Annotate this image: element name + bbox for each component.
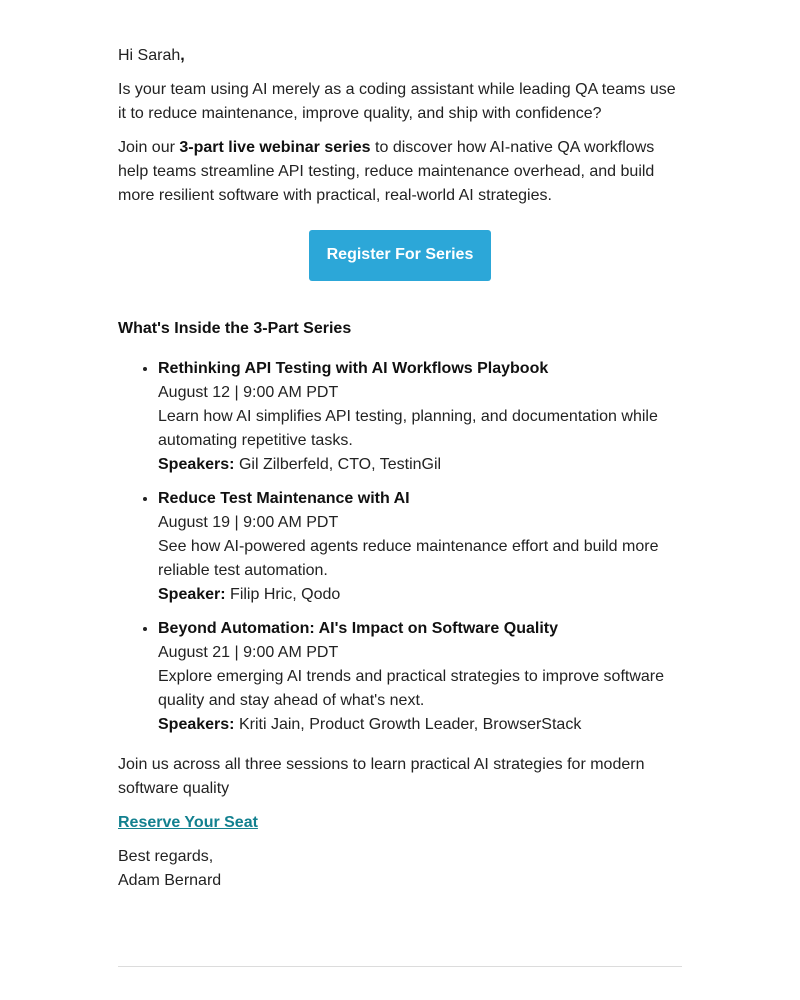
session-title: • Beyond Automation: AI's Impact on Software Quality: [158, 620, 558, 637]
speakers-value: Kriti Jain, Product Growth Leader, BrowserStack: [234, 716, 582, 733]
reserve-paragraph: [118, 811, 682, 835]
signoff-regards: Best regards,: [118, 848, 214, 865]
email-body: [118, 44, 682, 903]
closing-paragraph: Join us across all three sessions to learn practical AI strategies for modern software quality: [118, 756, 645, 797]
reserve-seat-link[interactable]: Reserve Your Seat: [118, 814, 258, 831]
speakers-label: Speakers:: [158, 716, 235, 733]
session-speakers: [158, 453, 682, 477]
list-item: [158, 487, 682, 607]
join-paragraph: [118, 136, 682, 208]
session-datetime: August 12 | 9:00 AM PDT: [158, 384, 339, 401]
session-title: • Reduce Test Maintenance with AI: [158, 490, 410, 507]
cta-container: [118, 230, 682, 281]
speakers-value: Filip Hric, Qodo: [225, 586, 341, 603]
section-title: What's Inside the 3-Part Series: [118, 320, 352, 337]
session-description: Explore emerging AI trends and practical strategies to improve software quality and stay ahead of what's next.: [158, 668, 665, 709]
greeting-text: Hi Sarah: [118, 47, 181, 64]
join-text-before: Join our: [118, 139, 180, 156]
session-datetime: August 21 | 9:00 AM PDT: [158, 644, 339, 661]
list-item: [158, 357, 682, 477]
session-datetime: August 19 | 9:00 AM PDT: [158, 514, 339, 531]
greeting-punct: ,: [180, 47, 185, 64]
list-item: [158, 617, 682, 737]
speakers-label: Speakers:: [158, 456, 235, 473]
signoff: [118, 845, 682, 893]
speakers-value: Gil Zilberfeld, CTO, TestinGil: [234, 456, 442, 473]
greeting: [118, 44, 682, 68]
speakers-label: Speaker:: [158, 586, 226, 603]
join-text-after: to discover how AI-native QA workflows help teams streamline API testing, reduce maintenance overhead, and build more resilient software with practical, real-world AI strategies.: [118, 139, 655, 204]
signoff-name: Adam Bernard: [118, 872, 222, 889]
session-speakers: [158, 583, 682, 607]
register-button[interactable]: Register For Series: [309, 230, 492, 281]
session-speakers: [158, 713, 682, 737]
intro-paragraph: Is your team using AI merely as a coding assistant while leading QA teams use it to reduce maintenance, improve quality, and ship with confidence?: [118, 81, 676, 122]
session-description: See how AI-powered agents reduce maintenance effort and build more reliable test automation.: [158, 538, 659, 579]
footer-divider: [118, 966, 682, 967]
session-title: • Rethinking API Testing with AI Workflows Playbook: [158, 360, 549, 377]
join-text-bold: 3-part live webinar series: [179, 139, 371, 156]
session-list: [118, 357, 682, 737]
session-description: Learn how AI simplifies API testing, planning, and documentation while automating repetitive tasks.: [158, 408, 658, 449]
